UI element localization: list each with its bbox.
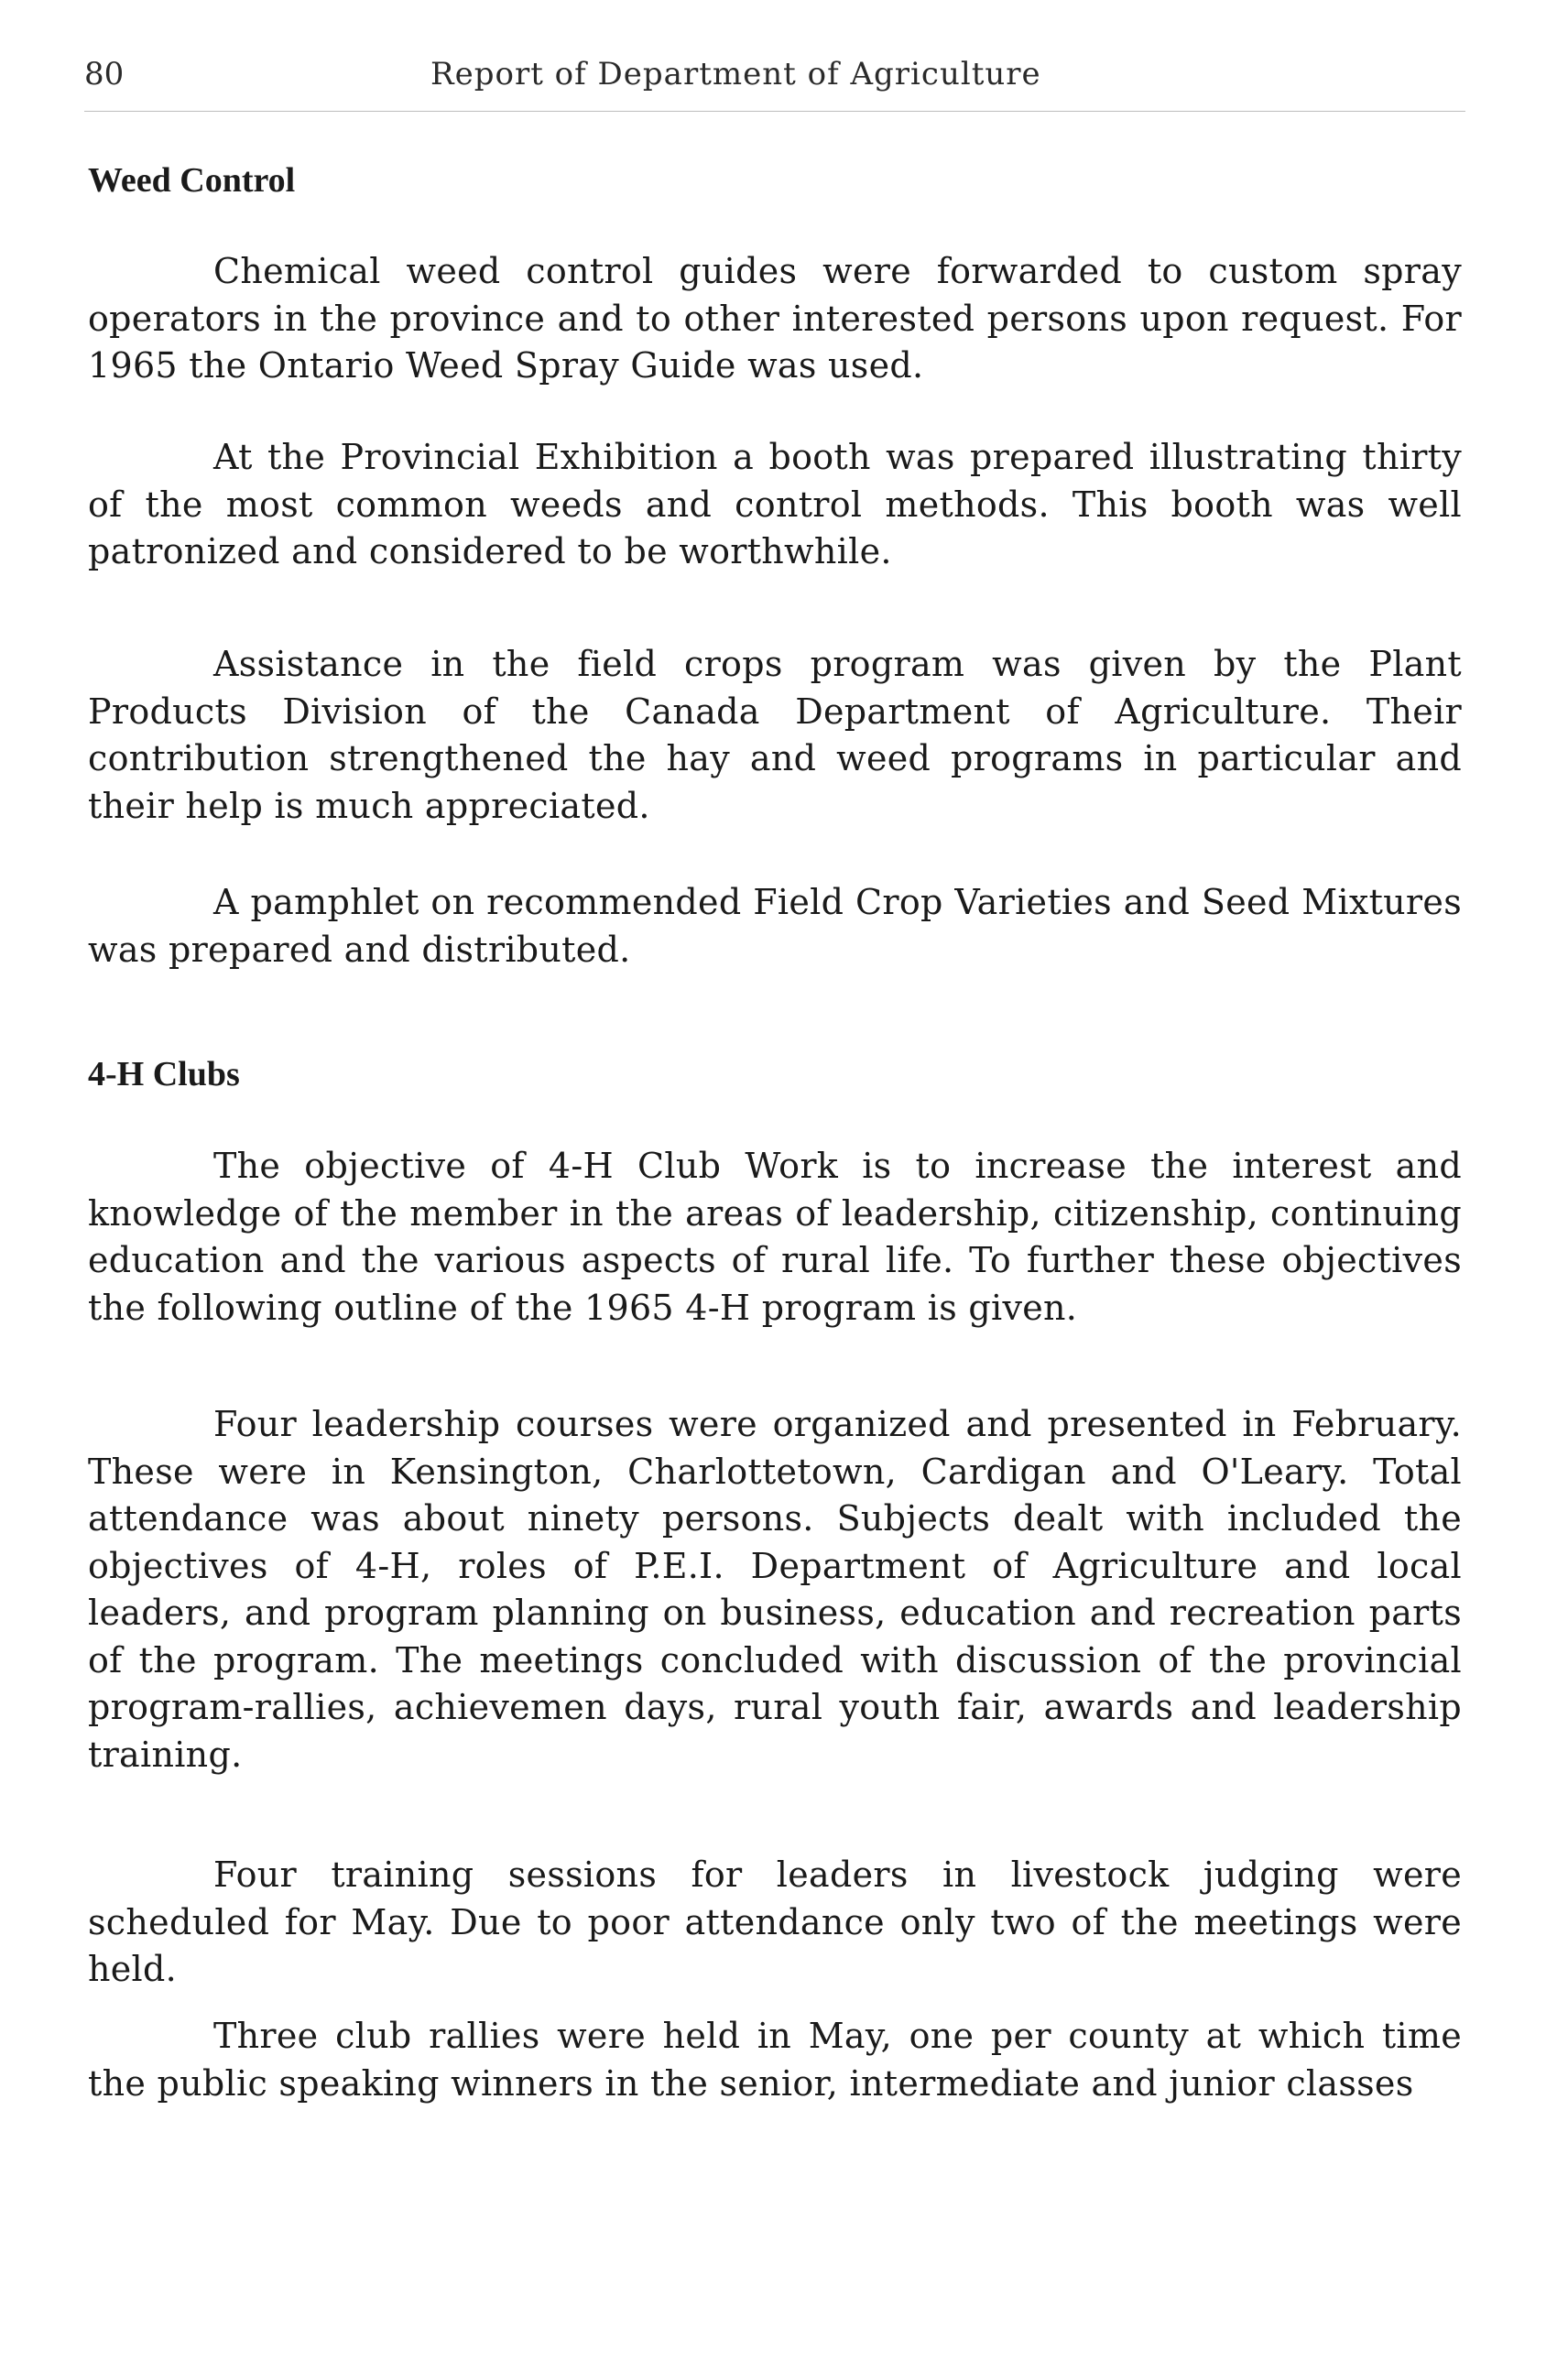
section-heading-weed-control: Weed Control [88,161,296,200]
paragraph: Three club rallies were held in May, one per county at which time the public speaking winners in the senior, intermediate and junior classes [88,2016,1462,2104]
paragraph: A pamphlet on recommended Field Crop Varieties and Seed Mixtures was prepared and distributed. [88,882,1462,970]
header-rule [84,111,1465,112]
page-number: 80 [84,56,125,92]
paragraph: Assistance in the field crops program was given by the Plant Products Division of the Canada Department of Agriculture. Their contribution strengthened the hay and weed programs in particular and their help is much appreciated. [88,644,1462,826]
running-title: Report of Department of Agriculture [430,56,1041,92]
section-heading-4h-clubs: 4-H Clubs [88,1055,240,1093]
paragraph: Four leadership courses were organized and presented in February. These were in Kensington, Charlottetown, Cardigan and O'Leary. Total attendance was about ninety persons. Subjects dealt with included the objectives of 4-H, roles of P.E.I. Department of Agriculture and local leaders, and program planning on business, education and recreation parts of the program. The meetings concluded with discussion of the provincial program-rallies, achievemen days, rural youth fair, awards and leadership training. [88,1404,1462,1775]
paragraph: Chemical weed control guides were forwarded to custom spray operators in the province and to other interested persons upon request. For 1965 the Ontario Weed Spray Guide was used. [88,251,1462,386]
paragraph: The objective of 4-H Club Work is to increase the interest and knowledge of the member in the areas of leadership, citizenship, continuing education and the various aspects of rural life. To further these objectives the following outline of the 1965 4-H program is given. [88,1146,1462,1328]
running-head [84,51,1458,97]
paragraph: At the Provincial Exhibition a booth was prepared illustrating thirty of the most common weeds and control methods. This booth was well patronized and considered to be worthwhile. [88,437,1462,571]
paragraph: Four training sessions for leaders in livestock judging were scheduled for May. Due to poor attendance only two of the meetings were held. [88,1854,1462,1989]
